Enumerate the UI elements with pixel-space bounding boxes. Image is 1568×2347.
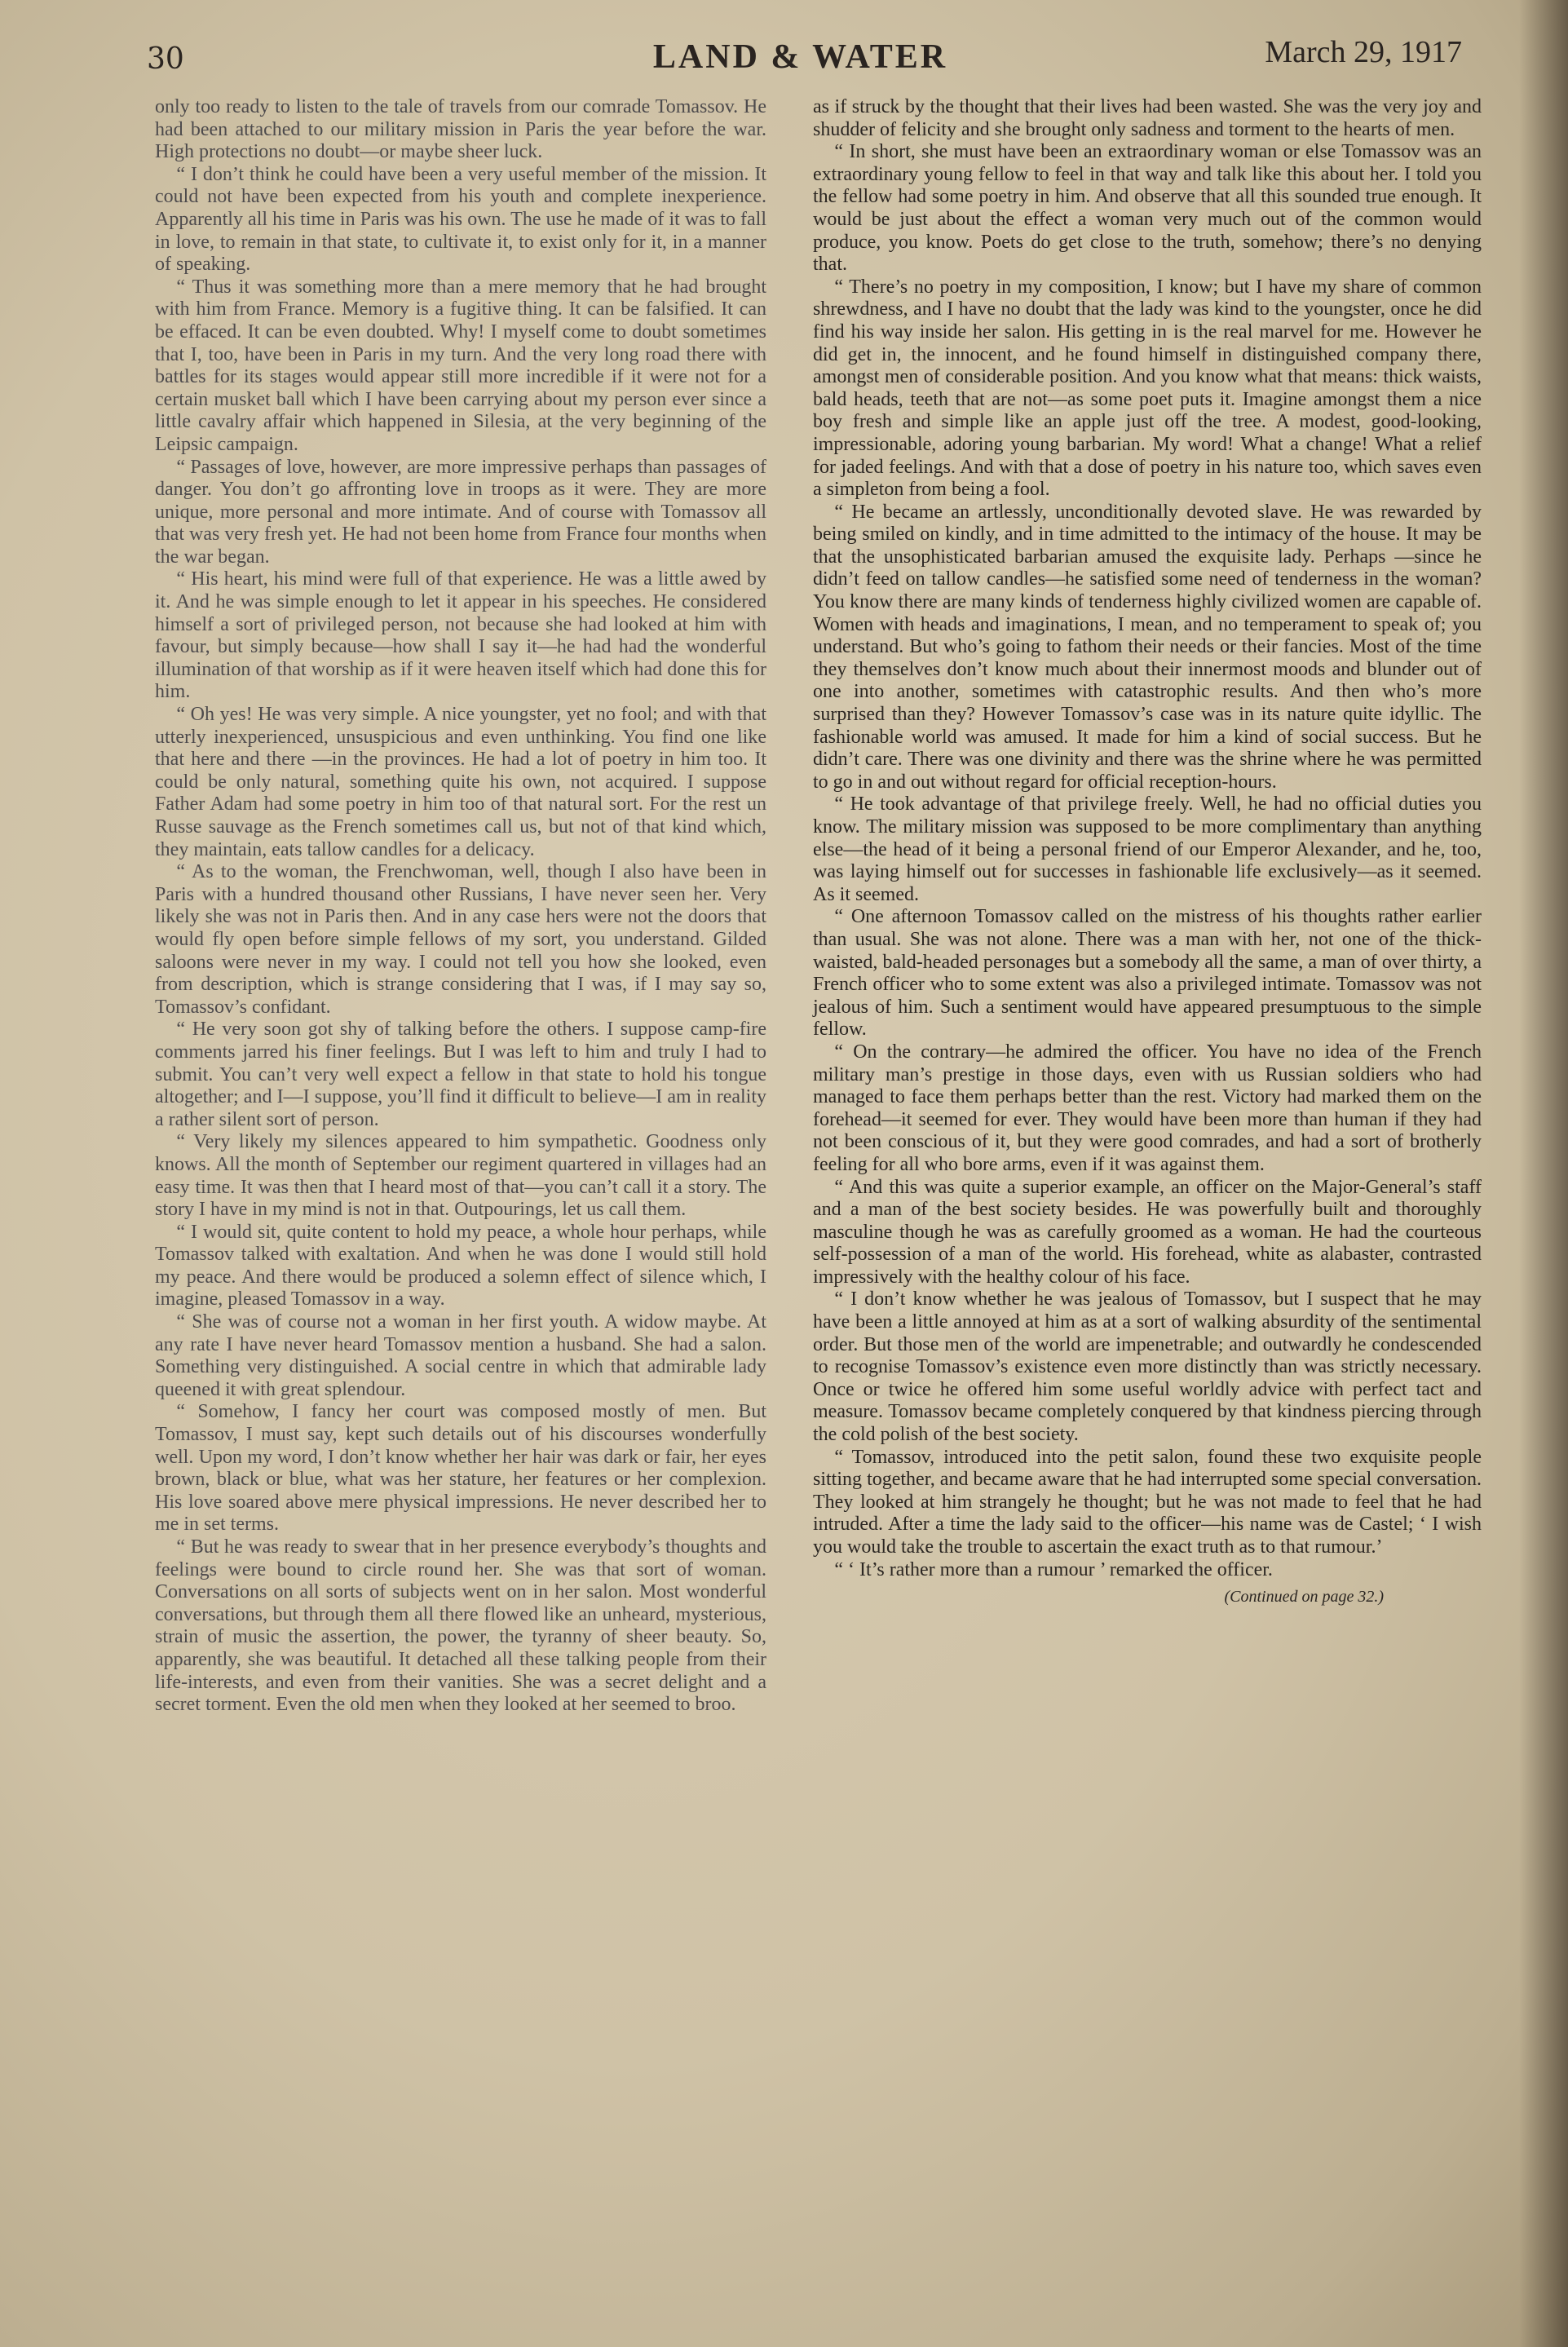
paragraph: “ I don’t think he could have been a very useful member of the mission. It could not have been expected from his youth and complete inexperience. Apparently all his time in Paris was his own. The use he made of it was to fall in love, to remain in that state, to cultivate it, to exist only for it, in a manner of speaking.: [155, 163, 766, 276]
paragraph: “ On the contrary—he admired the officer. You have no idea of the French military man’s prestige in those days, even with us Russian soldiers who had managed to face them perhaps better than the rest. Victory had marked them on the forehead—it seemed for ever. They would have been more than human if they had not been conscious of it, but they were good comrades, and had a sort of brotherly feeling for all who bore arms, even if it was against them.: [813, 1041, 1482, 1175]
paragraph: “ Somehow, I fancy her court was composed mostly of men. But Tomassov, I must say, kept such details out of his discourses wonderfully well. Upon my word, I don’t know whether her hair was dark or fair, her eyes brown, black or blue, what was her stature, her features or her complexion. His love soared above mere physical impressions. He never described her to me in set terms.: [155, 1401, 766, 1536]
paragraph: “ And this was quite a superior example, an officer on the Major-General’s staff and a man of the best society besides. He was powerfully built and thoroughly masculine though he was as carefully groomed as a woman. He had the courteous self-possession of a man of the world. His forehead, white as alabaster, contrasted impressively with the healthy colour of his face.: [813, 1176, 1482, 1288]
paragraph: “ Tomassov, introduced into the petit salon, found these two exquisite people sitting together, and became aware that he had interrupted some special conversation. They looked at him strangely he thought; but he was not made to feel that he had intruded. After a time the lady said to the officer—his name was de Castel; ‘ I wish you would take the trouble to ascertain the exact truth as to that rumour.’: [813, 1446, 1482, 1558]
paragraph: “ In short, she must have been an extraordinary woman or else Tomassov was an extraordinary young fellow to feel in that way and talk like this about her. I told you the fellow had some poetry in him. And observe that all this sounded true enough. It would be just about the effect a woman very much out of the common would produce, you know. Poets do get close to the truth, somehow; there’s no denying that.: [813, 141, 1482, 276]
paragraph: as if struck by the thought that their lives had been wasted. She was the very joy and shudder of felicity and she brought only sadness and torment to the hearts of men.: [813, 96, 1482, 140]
paragraph: “ His heart, his mind were full of that experience. He was a little awed by it. And he was simple enough to let it appear in his speeches. He considered himself a sort of privileged person, not because she had looked at him with favour, but simply because—how shall I say it—he had had the wonderful illumination of that worship as if it were heaven itself which had done this for him.: [155, 568, 766, 703]
paragraph: “ There’s no poetry in my composition, I know; but I have my share of common shrewdness, and I have no doubt that the lady was kind to the youngster, once he did find his way inside her salon. His getting in is the real marvel for me. However he did get in, the innocent, and he found himself in distinguished company there, amongst men of considerable position. And you know what that means: thick waists, bald heads, teeth that are not—as some poet puts it. Imagine amongst them a nice boy fresh and simple like an apple just off the tree. A modest, good-looking, impressionable, adoring young barbarian. My word! What a change! What a relief for jaded feelings. And with that a dose of poetry in his nature too, which saves even a simpleton from being a fool.: [813, 276, 1482, 501]
paragraph: “ Passages of love, however, are more impressive perhaps than passages of danger. You don’t go affronting love in troops as it were. They are more unique, more personal and more intimate. And of course with Tomassov all that was very fresh yet. He had not been home from France four months when the war began.: [155, 456, 766, 568]
paragraph: “ One afternoon Tomassov called on the mistress of his thoughts rather earlier than usual. She was not alone. There was a man with her, not one of the thick-waisted, bald-headed personages but a somebody all the same, a man of over thirty, a French officer who to some extent was also a privileged intimate. Tomassov was not jealous of him. Such a sentiment would have appeared presumptuous to the simple fellow.: [813, 906, 1482, 1041]
left-column: [155, 96, 766, 1717]
paragraph: “ She was of course not a woman in her first youth. A widow maybe. At any rate I have never heard Tomassov mention a husband. She had a salon. Something very distinguished. A social centre in which that admirable lady queened it with great splendour.: [155, 1311, 766, 1400]
paragraph: “ He took advantage of that privilege freely. Well, he had no official duties you know. The military mission was supposed to be more complimentary than anything else—the head of it being a personal friend of our Emperor Alexander, and he, too, was laying himself out for successes in fashionable life exclusively—as it seemed. As it seemed.: [813, 793, 1482, 905]
masthead-title: LAND & WATER: [652, 38, 948, 76]
paragraph: “ Thus it was something more than a mere memory that he had brought with him from France. Memory is a fugitive thing. It can be falsified. It can be effaced. It can be even doubted. Why! I myself come to doubt sometimes that I, too, have been in Paris in my turn. And the very long road there with battles for its stages would appear still more incredible if it were not for a certain musket ball which I have been carrying about my person ever since a little cavalry affair which happened in Silesia, at the very beginning of the Leipsic campaign.: [155, 276, 766, 455]
page-number: 30: [147, 42, 184, 76]
paragraph: “ Very likely my silences appeared to him sympathetic. Goodness only knows. All the month of September our regiment quartered in villages had an easy time. It was then that I heard most of that—you can’t call it a story. The story I have in my mind is not in that. Outpourings, let us call them.: [155, 1131, 766, 1221]
right-column: [813, 96, 1482, 1609]
paragraph: “ But he was ready to swear that in her presence everybody’s thoughts and feelings were bound to circle round her. She was that sort of woman. Conversations on all sorts of subjects went on in her salon. Most wonderful conversations, but through them all there flowed like an unheard, mysterious, strain of music the assertion, the power, the tyranny of sheer beauty. So, apparently, she was beautiful. It detached all these talking people from their life-interests, and even from their vanities. She was a secret delight and a secret torment. Even the old men when they looked at her seemed to broo.: [155, 1536, 766, 1716]
continued-note: (Continued on page 32.): [1224, 1588, 1384, 1607]
paragraph: “ I would sit, quite content to hold my peace, a whole hour perhaps, while Tomassov talked with exaltation. And when he was done I would still hold my peace. And there would be produced a solemn effect of silence which, I imagine, pleased Tomassov in a way.: [155, 1221, 766, 1311]
paragraph: only too ready to listen to the tale of travels from our comrade Tomassov. He had been attached to our military mission in Paris the year before the war. High protections no doubt—or maybe sheer luck.: [155, 96, 766, 163]
paragraph: “ As to the woman, the Frenchwoman, well, though I also have been in Paris with a hundred thousand other Russians, I have never seen her. Very likely she was not in Paris then. And in any case hers were not the doors that would fly open before simple fellows of my sort, you understand. Gilded saloons were never in my way. I could not tell you how she looked, even from description, which is strange considering that I was, if I may say so, Tomassov’s confidant.: [155, 861, 766, 1018]
paragraph: “ Oh yes! He was very simple. A nice youngster, yet no fool; and with that utterly inexperienced, unsuspicious and even unthinking. You find one like that here and there —in the provinces. He had a lot of poetry in him too. It could be only natural, something quite his own, not acquired. I suppose Father Adam had some poetry in him too of that natural sort. For the rest un Russe sauvage as the French sometimes call us, but not of that kind which, they maintain, eats tallow candles for a delicacy.: [155, 704, 766, 860]
paragraph: “ I don’t know whether he was jealous of Tomassov, but I suspect that he may have been a little annoyed at him as at a sort of walking absurdity of the sentimental order. But those men of the world are impenetrable; and outwardly he condescended to recognise Tomassov’s existence even more distinctly than was strictly necessary. Once or twice he offered him some useful worldly advice with perfect tact and measure. Tomassov became completely conquered by that kindness piercing through the cold polish of the best society.: [813, 1288, 1482, 1446]
paragraph: “ ‘ It’s rather more than a rumour ’ remarked the officer.: [834, 1558, 1273, 1580]
paragraph: “ He became an artlessly, unconditionally devoted slave. He was rewarded by being smiled on kindly, and in time admitted to the intimacy of the house. It may be that the unsophisticated barbarian amused the exquisite lady. Perhaps —since he didn’t feed on tallow candles—he satisfied some need of tenderness in the woman? You know there are many kinds of tenderness highly civilized women are capable of. Women with heads and imaginations, I mean, and no temperament to speak of; you understand. But who’s going to fathom their needs or their fancies. Most of the time they themselves don’t know much about their innermost moods and blunder out of one into another, sometimes with catastrophic results. And then who’s more surprised than they? However Tomassov’s case was in its nature quite idyllic. The fashionable world was amused. It made for him a kind of social success. But he didn’t care. There was one divinity and there was the shrine where he was permitted to go in and out without regard for official reception-hours.: [813, 501, 1482, 793]
page-header: [139, 34, 1462, 91]
paragraph: “ He very soon got shy of talking before the others. I suppose camp-fire comments jarred his finer feelings. But I was left to him and truly I had to submit. You can’t very well expect a fellow in that state to hold his tongue altogether; and I—I suppose, you’ll find it difficult to believe—I am in reality a rather silent sort of person.: [155, 1019, 766, 1130]
issue-date: March 29, 1917: [1265, 35, 1462, 69]
